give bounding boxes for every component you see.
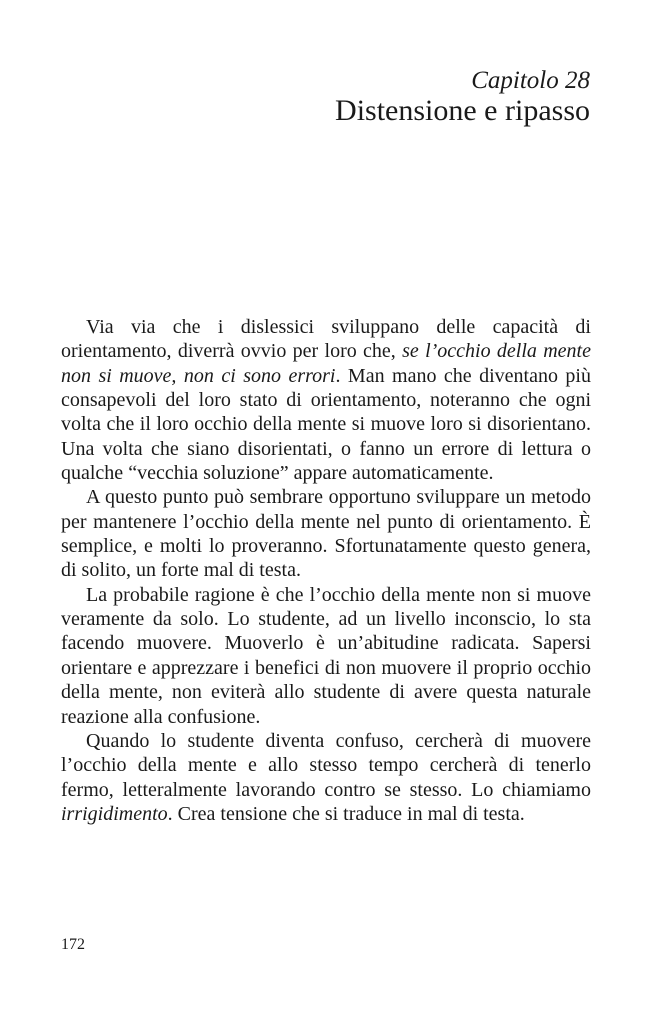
paragraph xyxy=(61,583,591,729)
text-segment: Via via che i dislessici sviluppano delle capacità di orientamento, diverrà ovvio per loro che, xyxy=(61,316,591,363)
italic-segment: se l’occhio della mente non si muove, non ci sono errori xyxy=(61,340,591,387)
page-number: 172 xyxy=(61,936,85,953)
chapter-label: Capitolo 28 xyxy=(471,67,590,94)
text-segment: La probabile ragione è che l’occhio della mente non si muove veramente da solo. Lo studente, ad un livello inconscio, lo sta facendo muovere. Muoverlo è un’abitudine radicata. Sapersi orientare e apprezzare i benefici di non muovere il proprio occhio della mente, non eviterà allo studente di avere questa naturale reazione alla confusione. xyxy=(61,583,591,728)
italic-segment: irrigidimento xyxy=(61,802,168,825)
text-segment: A questo punto può sembrare opportuno sviluppare un metodo per mantenere l’occhio della mente nel punto di orientamento. È semplice, e molti lo proveranno. Sfortunatamente questo genera, di solito, un forte mal di testa. xyxy=(61,486,591,582)
text-segment: . Crea tensione che si traduce in mal di testa. xyxy=(167,802,525,825)
text-segment: . Man mano che diventano più consapevoli del loro stato di orientamento, noteranno che ogni volta che il loro occhio della mente si muove loro si disorientano. Una volta che siano disorientati, o fanno un errore di lettura o qualche “vecchia soluzione” appare automaticamente. xyxy=(61,364,591,485)
body-text xyxy=(61,315,591,826)
chapter-title: Distensione e ripasso xyxy=(335,94,590,127)
paragraph xyxy=(61,485,591,582)
text-segment: Quando lo studente diventa confuso, cercherà di muovere l’occhio della mente e allo stesso tempo cercherà di tenerlo fermo, letteralmente lavorando contro se stesso. Lo chiamiamo xyxy=(61,729,591,801)
paragraph xyxy=(61,315,591,485)
paragraph xyxy=(61,729,591,826)
